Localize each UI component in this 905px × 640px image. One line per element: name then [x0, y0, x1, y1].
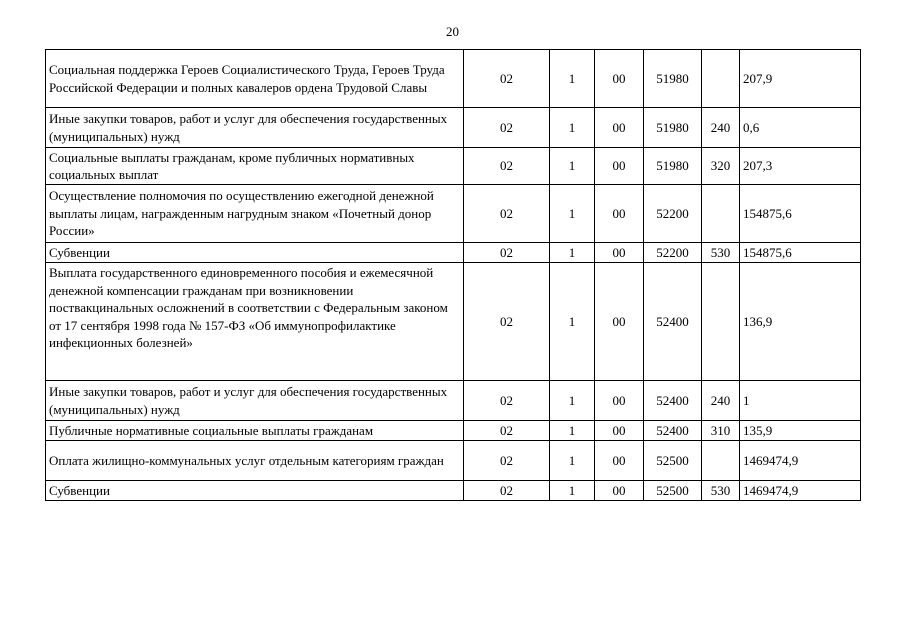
row-name: Социальная поддержка Героев Социалистического Труда, Героев Труда Российской Федерации и полных кавалеров ордена Трудовой Славы: [46, 50, 464, 108]
row-direction-code: 52500: [644, 481, 702, 501]
row-section-code: 02: [464, 481, 550, 501]
table-row: [46, 481, 861, 501]
row-name: Оплата жилищно-коммунальных услуг отдельным категориям граждан: [46, 441, 464, 481]
row-expense-type: 320: [702, 148, 740, 185]
budget-table: [45, 49, 861, 501]
row-program-code: 1: [550, 441, 595, 481]
row-amount: 136,9: [740, 263, 861, 381]
table-row: [46, 185, 861, 243]
row-section-code: 02: [464, 421, 550, 441]
row-subprogram-code: 00: [595, 441, 644, 481]
row-amount: 154875,6: [740, 243, 861, 263]
row-subprogram-code: 00: [595, 243, 644, 263]
row-direction-code: 51980: [644, 50, 702, 108]
row-program-code: 1: [550, 263, 595, 381]
table-row: [46, 50, 861, 108]
row-direction-code: 51980: [644, 148, 702, 185]
row-amount: 1469474,9: [740, 481, 861, 501]
row-amount: 154875,6: [740, 185, 861, 243]
row-program-code: 1: [550, 108, 595, 148]
row-amount: 207,9: [740, 50, 861, 108]
table-row: [46, 148, 861, 185]
table-row: [46, 243, 861, 263]
table-row: [46, 421, 861, 441]
row-direction-code: 52200: [644, 243, 702, 263]
row-amount: 1: [740, 381, 861, 421]
row-subprogram-code: 00: [595, 481, 644, 501]
table-row: [46, 381, 861, 421]
row-section-code: 02: [464, 108, 550, 148]
row-subprogram-code: 00: [595, 381, 644, 421]
row-section-code: 02: [464, 185, 550, 243]
row-amount: 135,9: [740, 421, 861, 441]
row-program-code: 1: [550, 243, 595, 263]
row-name: Выплата государственного единовременного пособия и ежемесячной денежной компенсации гражданам при возникновении поствакцинальных осложнений в соответствии с Федеральным законом от 17 сентября 1998 года № 157-ФЗ «Об иммунопрофилактике инфекционных болезней»: [46, 263, 464, 381]
row-name: Субвенции: [46, 243, 464, 263]
row-section-code: 02: [464, 263, 550, 381]
row-subprogram-code: 00: [595, 108, 644, 148]
row-expense-type: 310: [702, 421, 740, 441]
row-program-code: 1: [550, 50, 595, 108]
row-subprogram-code: 00: [595, 185, 644, 243]
table-row: [46, 263, 861, 381]
row-section-code: 02: [464, 381, 550, 421]
row-expense-type: [702, 50, 740, 108]
table-row: [46, 441, 861, 481]
row-amount: 1469474,9: [740, 441, 861, 481]
row-expense-type: [702, 263, 740, 381]
row-name: Субвенции: [46, 481, 464, 501]
page-number: 20: [446, 24, 459, 39]
row-subprogram-code: 00: [595, 263, 644, 381]
row-program-code: 1: [550, 421, 595, 441]
row-section-code: 02: [464, 148, 550, 185]
row-direction-code: 52200: [644, 185, 702, 243]
row-expense-type: 530: [702, 481, 740, 501]
row-amount: 207,3: [740, 148, 861, 185]
row-expense-type: 240: [702, 108, 740, 148]
row-section-code: 02: [464, 50, 550, 108]
row-name: Публичные нормативные социальные выплаты гражданам: [46, 421, 464, 441]
row-amount: 0,6: [740, 108, 861, 148]
row-subprogram-code: 00: [595, 50, 644, 108]
row-direction-code: 52400: [644, 381, 702, 421]
row-expense-type: [702, 441, 740, 481]
row-name: Иные закупки товаров, работ и услуг для обеспечения государственных (муниципальных) нужд: [46, 108, 464, 148]
table-row: [46, 108, 861, 148]
row-section-code: 02: [464, 243, 550, 263]
row-program-code: 1: [550, 185, 595, 243]
row-name: Осуществление полномочия по осуществлению ежегодной денежной выплаты лицам, награжденным нагрудным знаком «Почетный донор России»: [46, 185, 464, 243]
row-direction-code: 52400: [644, 421, 702, 441]
row-subprogram-code: 00: [595, 421, 644, 441]
row-program-code: 1: [550, 481, 595, 501]
row-direction-code: 51980: [644, 108, 702, 148]
row-name: Социальные выплаты гражданам, кроме публичных нормативных социальных выплат: [46, 148, 464, 185]
row-direction-code: 52500: [644, 441, 702, 481]
row-section-code: 02: [464, 441, 550, 481]
row-expense-type: [702, 185, 740, 243]
row-program-code: 1: [550, 381, 595, 421]
row-expense-type: 240: [702, 381, 740, 421]
row-name: Иные закупки товаров, работ и услуг для обеспечения государственных (муниципальных) нужд: [46, 381, 464, 421]
row-subprogram-code: 00: [595, 148, 644, 185]
row-expense-type: 530: [702, 243, 740, 263]
row-direction-code: 52400: [644, 263, 702, 381]
row-program-code: 1: [550, 148, 595, 185]
